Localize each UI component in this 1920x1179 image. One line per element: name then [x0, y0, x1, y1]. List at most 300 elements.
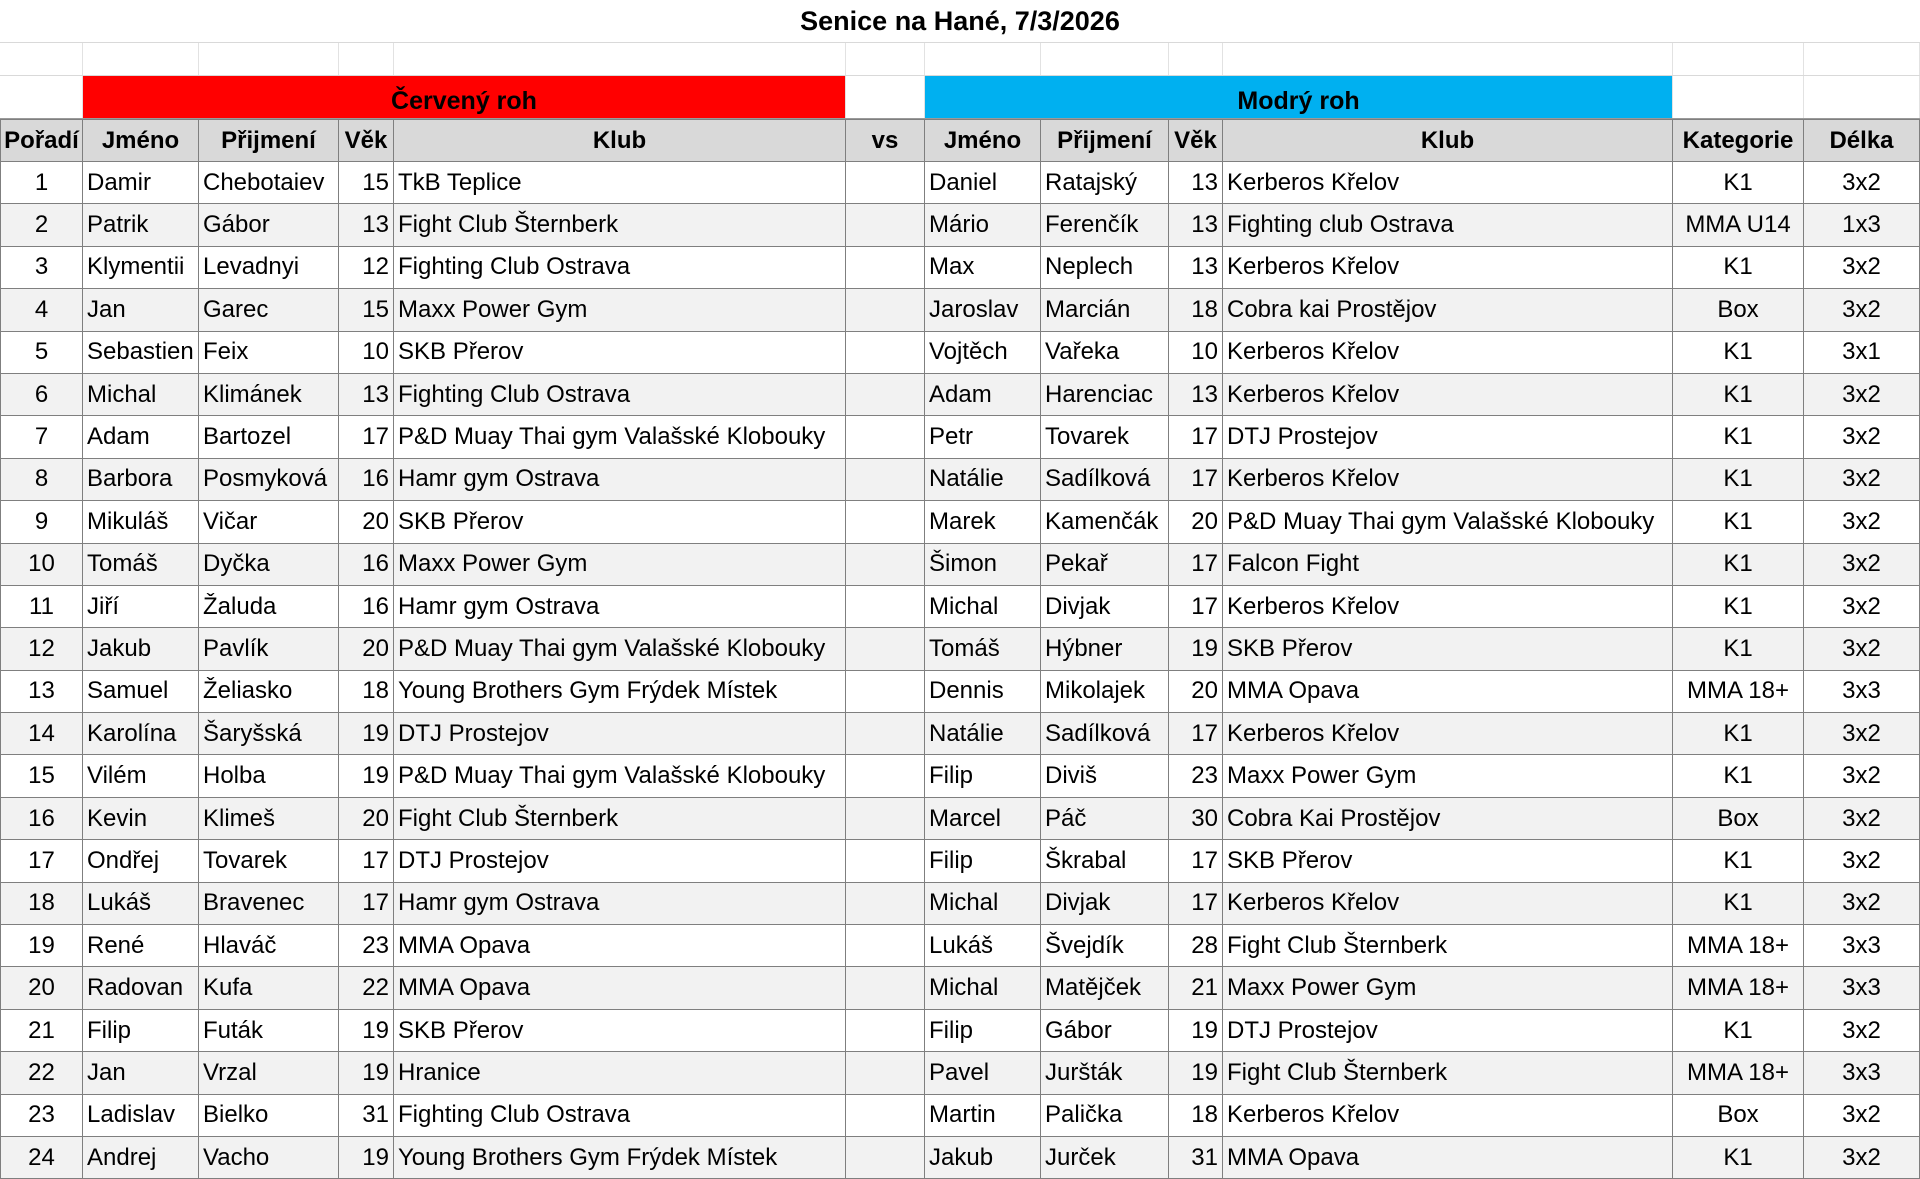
- cell-red-surname[interactable]: Bielko: [199, 1095, 339, 1136]
- cell-order[interactable]: 23: [0, 1095, 83, 1136]
- cell-blue-club[interactable]: Kerberos Křelov: [1223, 459, 1673, 500]
- cell-red-club[interactable]: Fighting Club Ostrava: [394, 374, 846, 415]
- cell-red-club[interactable]: DTJ Prostejov: [394, 713, 846, 754]
- cell-blue-club[interactable]: Kerberos Křelov: [1223, 332, 1673, 373]
- cell-category[interactable]: Box: [1673, 289, 1804, 330]
- cell-order[interactable]: 1: [0, 162, 83, 203]
- cell-red-surname[interactable]: Levadnyi: [199, 247, 339, 288]
- sheet-title[interactable]: Senice na Hané, 7/3/2026: [0, 0, 1920, 43]
- cell-red-name[interactable]: Andrej: [83, 1137, 199, 1178]
- cell-red-name[interactable]: Barbora: [83, 459, 199, 500]
- cell-order[interactable]: 6: [0, 374, 83, 415]
- cell-red-age[interactable]: 17: [339, 883, 394, 924]
- cell-blue-name[interactable]: Mário: [925, 204, 1041, 245]
- cell-category[interactable]: K1: [1673, 544, 1804, 585]
- header-red-club[interactable]: Klub: [394, 120, 846, 161]
- cell-order[interactable]: 19: [0, 925, 83, 966]
- cell-blue-surname[interactable]: Neplech: [1041, 247, 1169, 288]
- cell-category[interactable]: K1: [1673, 1010, 1804, 1051]
- cell-blue-surname[interactable]: Palička: [1041, 1095, 1169, 1136]
- cell-red-club[interactable]: Hamr gym Ostrava: [394, 586, 846, 627]
- cell-red-surname[interactable]: Holba: [199, 755, 339, 796]
- cell-red-surname[interactable]: Bartozel: [199, 416, 339, 457]
- cell-red-club[interactable]: Maxx Power Gym: [394, 544, 846, 585]
- cell-red-name[interactable]: René: [83, 925, 199, 966]
- cell-red-club[interactable]: P&D Muay Thai gym Valašské Klobouky: [394, 755, 846, 796]
- cell-red-surname[interactable]: Gábor: [199, 204, 339, 245]
- cell-red-age[interactable]: 19: [339, 1137, 394, 1178]
- cell-blue-club[interactable]: Kerberos Křelov: [1223, 374, 1673, 415]
- cell-length[interactable]: 3x3: [1804, 671, 1920, 712]
- cell-blue-surname[interactable]: Juršták: [1041, 1052, 1169, 1093]
- cell-category[interactable]: MMA 18+: [1673, 967, 1804, 1008]
- cell-red-club[interactable]: Hamr gym Ostrava: [394, 459, 846, 500]
- cell-red-surname[interactable]: Tovarek: [199, 840, 339, 881]
- cell-vs[interactable]: [846, 247, 925, 288]
- cell-red-age[interactable]: 15: [339, 289, 394, 330]
- cell-blue-name[interactable]: Filip: [925, 755, 1041, 796]
- cell-red-name[interactable]: Klymentii: [83, 247, 199, 288]
- header-order[interactable]: Pořadí: [0, 120, 83, 161]
- cell-vs[interactable]: [846, 967, 925, 1008]
- cell-red-club[interactable]: P&D Muay Thai gym Valašské Klobouky: [394, 416, 846, 457]
- cell-blue-name[interactable]: Lukáš: [925, 925, 1041, 966]
- cell-red-name[interactable]: Michal: [83, 374, 199, 415]
- cell-category[interactable]: Box: [1673, 1095, 1804, 1136]
- cell-length[interactable]: 3x2: [1804, 755, 1920, 796]
- cell-red-age[interactable]: 22: [339, 967, 394, 1008]
- cell-blue-surname[interactable]: Švejdík: [1041, 925, 1169, 966]
- cell-blue-age[interactable]: 17: [1169, 586, 1223, 627]
- cell-red-age[interactable]: 15: [339, 162, 394, 203]
- cell-blue-surname[interactable]: Divjak: [1041, 883, 1169, 924]
- cell-blue-club[interactable]: Cobra Kai Prostějov: [1223, 798, 1673, 839]
- cell-red-age[interactable]: 16: [339, 586, 394, 627]
- cell-order[interactable]: 12: [0, 628, 83, 669]
- cell-blue-age[interactable]: 17: [1169, 459, 1223, 500]
- cell-red-club[interactable]: Young Brothers Gym Frýdek Místek: [394, 671, 846, 712]
- cell-blue-age[interactable]: 17: [1169, 840, 1223, 881]
- header-red-name[interactable]: Jméno: [83, 120, 199, 161]
- cell-category[interactable]: K1: [1673, 374, 1804, 415]
- cell-blue-age[interactable]: 19: [1169, 1010, 1223, 1051]
- cell-blue-name[interactable]: Vojtěch: [925, 332, 1041, 373]
- cell-order[interactable]: 8: [0, 459, 83, 500]
- header-red-surname[interactable]: Přijmení: [199, 120, 339, 161]
- cell-blue-surname[interactable]: Tovarek: [1041, 416, 1169, 457]
- cell-length[interactable]: 3x2: [1804, 883, 1920, 924]
- cell-red-age[interactable]: 31: [339, 1095, 394, 1136]
- cell-red-age[interactable]: 16: [339, 544, 394, 585]
- cell-blue-club[interactable]: Kerberos Křelov: [1223, 883, 1673, 924]
- header-blue-age[interactable]: Věk: [1169, 120, 1223, 161]
- header-blue-name[interactable]: Jméno: [925, 120, 1041, 161]
- cell-blue-club[interactable]: Fight Club Šternberk: [1223, 925, 1673, 966]
- cell-category[interactable]: MMA 18+: [1673, 1052, 1804, 1093]
- cell-blue-age[interactable]: 13: [1169, 374, 1223, 415]
- cell-blue-name[interactable]: Šimon: [925, 544, 1041, 585]
- cell-red-club[interactable]: MMA Opava: [394, 925, 846, 966]
- cell-blue-age[interactable]: 28: [1169, 925, 1223, 966]
- cell-length[interactable]: 3x2: [1804, 798, 1920, 839]
- cell-blue-age[interactable]: 31: [1169, 1137, 1223, 1178]
- cell-vs[interactable]: [846, 1052, 925, 1093]
- cell-red-age[interactable]: 19: [339, 755, 394, 796]
- cell-red-surname[interactable]: Hlaváč: [199, 925, 339, 966]
- cell-category[interactable]: MMA 18+: [1673, 671, 1804, 712]
- cell-length[interactable]: 3x3: [1804, 967, 1920, 1008]
- cell-red-name[interactable]: Damir: [83, 162, 199, 203]
- cell-red-club[interactable]: P&D Muay Thai gym Valašské Klobouky: [394, 628, 846, 669]
- cell-blue-age[interactable]: 23: [1169, 755, 1223, 796]
- cell-blue-surname[interactable]: Vařeka: [1041, 332, 1169, 373]
- cell-blue-age[interactable]: 17: [1169, 416, 1223, 457]
- cell-red-age[interactable]: 13: [339, 374, 394, 415]
- cell-red-club[interactable]: SKB Přerov: [394, 332, 846, 373]
- cell-blue-surname[interactable]: Marcián: [1041, 289, 1169, 330]
- cell-red-age[interactable]: 19: [339, 713, 394, 754]
- cell-blue-name[interactable]: Marek: [925, 501, 1041, 542]
- cell-blue-age[interactable]: 13: [1169, 204, 1223, 245]
- cell-blue-name[interactable]: Filip: [925, 840, 1041, 881]
- cell-red-surname[interactable]: Chebotaiev: [199, 162, 339, 203]
- cell-red-name[interactable]: Vilém: [83, 755, 199, 796]
- cell-category[interactable]: K1: [1673, 713, 1804, 754]
- cell-vs[interactable]: [846, 586, 925, 627]
- cell-blue-name[interactable]: Natálie: [925, 459, 1041, 500]
- cell-length[interactable]: 3x3: [1804, 925, 1920, 966]
- cell-red-name[interactable]: Jan: [83, 1052, 199, 1093]
- cell-blue-age[interactable]: 10: [1169, 332, 1223, 373]
- cell-vs[interactable]: [846, 671, 925, 712]
- cell-length[interactable]: 3x2: [1804, 1137, 1920, 1178]
- cell-blue-name[interactable]: Natálie: [925, 713, 1041, 754]
- cell-category[interactable]: Box: [1673, 798, 1804, 839]
- cell-vs[interactable]: [846, 1137, 925, 1178]
- cell-blue-club[interactable]: SKB Přerov: [1223, 628, 1673, 669]
- cell-red-name[interactable]: Karolína: [83, 713, 199, 754]
- cell-order[interactable]: 5: [0, 332, 83, 373]
- header-blue-club[interactable]: Klub: [1223, 120, 1673, 161]
- cell-blue-name[interactable]: Petr: [925, 416, 1041, 457]
- cell-vs[interactable]: [846, 755, 925, 796]
- cell-length[interactable]: 3x3: [1804, 1052, 1920, 1093]
- cell-red-age[interactable]: 10: [339, 332, 394, 373]
- cell-blue-surname[interactable]: Hýbner: [1041, 628, 1169, 669]
- cell-blue-surname[interactable]: Páč: [1041, 798, 1169, 839]
- cell-red-club[interactable]: Fighting Club Ostrava: [394, 1095, 846, 1136]
- cell-red-club[interactable]: Maxx Power Gym: [394, 289, 846, 330]
- cell-red-name[interactable]: Tomáš: [83, 544, 199, 585]
- cell-red-name[interactable]: Ladislav: [83, 1095, 199, 1136]
- cell-vs[interactable]: [846, 798, 925, 839]
- cell-blue-name[interactable]: Adam: [925, 374, 1041, 415]
- cell-order[interactable]: 2: [0, 204, 83, 245]
- cell-order[interactable]: 18: [0, 883, 83, 924]
- cell-red-name[interactable]: Jiří: [83, 586, 199, 627]
- cell-red-name[interactable]: Jan: [83, 289, 199, 330]
- cell-red-club[interactable]: SKB Přerov: [394, 1010, 846, 1051]
- cell-blue-surname[interactable]: Sadílková: [1041, 459, 1169, 500]
- cell-red-surname[interactable]: Feix: [199, 332, 339, 373]
- cell-length[interactable]: 3x2: [1804, 416, 1920, 457]
- cell-red-name[interactable]: Samuel: [83, 671, 199, 712]
- cell-blue-age[interactable]: 18: [1169, 1095, 1223, 1136]
- cell-blue-age[interactable]: 21: [1169, 967, 1223, 1008]
- cell-blue-age[interactable]: 17: [1169, 544, 1223, 585]
- cell-blue-club[interactable]: Kerberos Křelov: [1223, 162, 1673, 203]
- cell-vs[interactable]: [846, 1095, 925, 1136]
- cell-red-club[interactable]: Fight Club Šternberk: [394, 798, 846, 839]
- cell-blue-club[interactable]: Kerberos Křelov: [1223, 247, 1673, 288]
- cell-red-name[interactable]: Radovan: [83, 967, 199, 1008]
- cell-blue-club[interactable]: MMA Opava: [1223, 671, 1673, 712]
- cell-red-age[interactable]: 20: [339, 798, 394, 839]
- cell-red-surname[interactable]: Vacho: [199, 1137, 339, 1178]
- cell-blue-age[interactable]: 20: [1169, 671, 1223, 712]
- cell-length[interactable]: 3x2: [1804, 247, 1920, 288]
- cell-length[interactable]: 3x2: [1804, 459, 1920, 500]
- cell-vs[interactable]: [846, 162, 925, 203]
- cell-blue-club[interactable]: Maxx Power Gym: [1223, 967, 1673, 1008]
- cell-blue-club[interactable]: Fight Club Šternberk: [1223, 1052, 1673, 1093]
- cell-order[interactable]: 4: [0, 289, 83, 330]
- cell-red-club[interactable]: Fight Club Šternberk: [394, 204, 846, 245]
- cell-blue-surname[interactable]: Gábor: [1041, 1010, 1169, 1051]
- cell-blue-club[interactable]: Kerberos Křelov: [1223, 586, 1673, 627]
- cell-blue-surname[interactable]: Škrabal: [1041, 840, 1169, 881]
- cell-order[interactable]: 14: [0, 713, 83, 754]
- cell-vs[interactable]: [846, 459, 925, 500]
- cell-vs[interactable]: [846, 1010, 925, 1051]
- cell-red-surname[interactable]: Žaluda: [199, 586, 339, 627]
- cell-blue-club[interactable]: MMA Opava: [1223, 1137, 1673, 1178]
- cell-vs[interactable]: [846, 840, 925, 881]
- cell-red-club[interactable]: MMA Opava: [394, 967, 846, 1008]
- cell-length[interactable]: 3x2: [1804, 1010, 1920, 1051]
- red-corner-header[interactable]: Červený roh: [83, 76, 846, 118]
- cell-red-name[interactable]: Filip: [83, 1010, 199, 1051]
- cell-length[interactable]: 3x1: [1804, 332, 1920, 373]
- cell-red-name[interactable]: Adam: [83, 416, 199, 457]
- cell-blue-surname[interactable]: Diviš: [1041, 755, 1169, 796]
- cell-red-club[interactable]: DTJ Prostejov: [394, 840, 846, 881]
- cell-length[interactable]: 3x2: [1804, 628, 1920, 669]
- cell-blue-name[interactable]: Michal: [925, 586, 1041, 627]
- cell-blue-surname[interactable]: Mikolajek: [1041, 671, 1169, 712]
- cell-red-age[interactable]: 17: [339, 840, 394, 881]
- cell-category[interactable]: K1: [1673, 628, 1804, 669]
- cell-category[interactable]: K1: [1673, 247, 1804, 288]
- cell-length[interactable]: 3x2: [1804, 840, 1920, 881]
- header-length[interactable]: Délka: [1804, 120, 1920, 161]
- cell-vs[interactable]: [846, 925, 925, 966]
- cell-order[interactable]: 10: [0, 544, 83, 585]
- cell-blue-name[interactable]: Jaroslav: [925, 289, 1041, 330]
- cell-blue-surname[interactable]: Kamenčák: [1041, 501, 1169, 542]
- cell-blue-club[interactable]: Kerberos Křelov: [1223, 713, 1673, 754]
- cell-red-surname[interactable]: Futák: [199, 1010, 339, 1051]
- cell-category[interactable]: K1: [1673, 586, 1804, 627]
- cell-red-name[interactable]: Patrik: [83, 204, 199, 245]
- cell-blue-surname[interactable]: Sadílková: [1041, 713, 1169, 754]
- cell-length[interactable]: 3x2: [1804, 374, 1920, 415]
- cell-red-surname[interactable]: Klimánek: [199, 374, 339, 415]
- cell-blue-club[interactable]: P&D Muay Thai gym Valašské Klobouky: [1223, 501, 1673, 542]
- cell-blue-name[interactable]: Martin: [925, 1095, 1041, 1136]
- cell-blue-club[interactable]: Maxx Power Gym: [1223, 755, 1673, 796]
- cell-red-name[interactable]: Jakub: [83, 628, 199, 669]
- cell-length[interactable]: 3x2: [1804, 501, 1920, 542]
- cell-vs[interactable]: [846, 883, 925, 924]
- cell-red-name[interactable]: Kevin: [83, 798, 199, 839]
- cell-red-name[interactable]: Lukáš: [83, 883, 199, 924]
- cell-blue-surname[interactable]: Ratajský: [1041, 162, 1169, 203]
- cell-category[interactable]: K1: [1673, 332, 1804, 373]
- cell-vs[interactable]: [846, 628, 925, 669]
- cell-order[interactable]: 15: [0, 755, 83, 796]
- cell-vs[interactable]: [846, 501, 925, 542]
- cell-blue-age[interactable]: 17: [1169, 713, 1223, 754]
- cell-blue-club[interactable]: Fighting club Ostrava: [1223, 204, 1673, 245]
- cell-blue-surname[interactable]: Pekař: [1041, 544, 1169, 585]
- cell-order[interactable]: 21: [0, 1010, 83, 1051]
- cell-order[interactable]: 9: [0, 501, 83, 542]
- cell-red-club[interactable]: SKB Přerov: [394, 501, 846, 542]
- cell-blue-club[interactable]: Falcon Fight: [1223, 544, 1673, 585]
- cell-red-club[interactable]: Hranice: [394, 1052, 846, 1093]
- cell-length[interactable]: 3x2: [1804, 544, 1920, 585]
- cell-red-surname[interactable]: Šaryšská: [199, 713, 339, 754]
- cell-blue-surname[interactable]: Divjak: [1041, 586, 1169, 627]
- cell-length[interactable]: 1x3: [1804, 204, 1920, 245]
- cell-order[interactable]: 3: [0, 247, 83, 288]
- cell-blue-surname[interactable]: Jurček: [1041, 1137, 1169, 1178]
- cell-blue-club[interactable]: Kerberos Křelov: [1223, 1095, 1673, 1136]
- cell-blue-name[interactable]: Filip: [925, 1010, 1041, 1051]
- cell-category[interactable]: MMA U14: [1673, 204, 1804, 245]
- cell-length[interactable]: 3x2: [1804, 289, 1920, 330]
- cell-red-surname[interactable]: Pavlík: [199, 628, 339, 669]
- cell-red-age[interactable]: 13: [339, 204, 394, 245]
- cell-blue-age[interactable]: 19: [1169, 1052, 1223, 1093]
- cell-blue-age[interactable]: 30: [1169, 798, 1223, 839]
- cell-red-age[interactable]: 12: [339, 247, 394, 288]
- cell-blue-age[interactable]: 18: [1169, 289, 1223, 330]
- cell-red-age[interactable]: 16: [339, 459, 394, 500]
- cell-red-surname[interactable]: Klimeš: [199, 798, 339, 839]
- cell-red-age[interactable]: 20: [339, 628, 394, 669]
- cell-red-surname[interactable]: Kufa: [199, 967, 339, 1008]
- cell-vs[interactable]: [846, 416, 925, 457]
- cell-length[interactable]: 3x2: [1804, 162, 1920, 203]
- cell-blue-age[interactable]: 17: [1169, 883, 1223, 924]
- cell-order[interactable]: 11: [0, 586, 83, 627]
- cell-red-surname[interactable]: Posmyková: [199, 459, 339, 500]
- cell-red-age[interactable]: 18: [339, 671, 394, 712]
- cell-blue-name[interactable]: Michal: [925, 967, 1041, 1008]
- cell-red-surname[interactable]: Želiasko: [199, 671, 339, 712]
- cell-blue-surname[interactable]: Ferenčík: [1041, 204, 1169, 245]
- cell-category[interactable]: K1: [1673, 840, 1804, 881]
- cell-category[interactable]: K1: [1673, 1137, 1804, 1178]
- cell-order[interactable]: 13: [0, 671, 83, 712]
- cell-order[interactable]: 20: [0, 967, 83, 1008]
- cell-length[interactable]: 3x2: [1804, 713, 1920, 754]
- cell-blue-club[interactable]: DTJ Prostejov: [1223, 1010, 1673, 1051]
- cell-red-club[interactable]: Hamr gym Ostrava: [394, 883, 846, 924]
- cell-vs[interactable]: [846, 289, 925, 330]
- cell-category[interactable]: K1: [1673, 755, 1804, 796]
- cell-blue-surname[interactable]: Matějček: [1041, 967, 1169, 1008]
- cell-blue-surname[interactable]: Harenciac: [1041, 374, 1169, 415]
- header-blue-surname[interactable]: Přijmení: [1041, 120, 1169, 161]
- cell-red-age[interactable]: 19: [339, 1052, 394, 1093]
- cell-vs[interactable]: [846, 713, 925, 754]
- cell-length[interactable]: 3x2: [1804, 1095, 1920, 1136]
- cell-red-name[interactable]: Ondřej: [83, 840, 199, 881]
- cell-vs[interactable]: [846, 374, 925, 415]
- cell-red-surname[interactable]: Vičar: [199, 501, 339, 542]
- cell-red-club[interactable]: Young Brothers Gym Frýdek Místek: [394, 1137, 846, 1178]
- cell-category[interactable]: K1: [1673, 883, 1804, 924]
- cell-blue-name[interactable]: Tomáš: [925, 628, 1041, 669]
- cell-order[interactable]: 24: [0, 1137, 83, 1178]
- cell-blue-name[interactable]: Daniel: [925, 162, 1041, 203]
- cell-red-club[interactable]: Fighting Club Ostrava: [394, 247, 846, 288]
- cell-category[interactable]: MMA 18+: [1673, 925, 1804, 966]
- cell-vs[interactable]: [846, 544, 925, 585]
- cell-red-club[interactable]: TkB Teplice: [394, 162, 846, 203]
- cell-blue-name[interactable]: Max: [925, 247, 1041, 288]
- cell-red-name[interactable]: Mikuláš: [83, 501, 199, 542]
- cell-blue-name[interactable]: Jakub: [925, 1137, 1041, 1178]
- cell-length[interactable]: 3x2: [1804, 586, 1920, 627]
- cell-red-age[interactable]: 17: [339, 416, 394, 457]
- cell-blue-club[interactable]: SKB Přerov: [1223, 840, 1673, 881]
- cell-red-age[interactable]: 23: [339, 925, 394, 966]
- cell-blue-age[interactable]: 13: [1169, 247, 1223, 288]
- cell-red-age[interactable]: 20: [339, 501, 394, 542]
- cell-red-surname[interactable]: Vrzal: [199, 1052, 339, 1093]
- header-vs[interactable]: vs: [846, 120, 925, 161]
- cell-blue-name[interactable]: Michal: [925, 883, 1041, 924]
- cell-category[interactable]: K1: [1673, 501, 1804, 542]
- cell-blue-age[interactable]: 20: [1169, 501, 1223, 542]
- cell-category[interactable]: K1: [1673, 416, 1804, 457]
- cell-red-age[interactable]: 19: [339, 1010, 394, 1051]
- cell-blue-club[interactable]: DTJ Prostejov: [1223, 416, 1673, 457]
- cell-vs[interactable]: [846, 204, 925, 245]
- cell-blue-name[interactable]: Dennis: [925, 671, 1041, 712]
- cell-red-surname[interactable]: Bravenec: [199, 883, 339, 924]
- cell-blue-age[interactable]: 13: [1169, 162, 1223, 203]
- cell-red-name[interactable]: Sebastien: [83, 332, 199, 373]
- cell-red-surname[interactable]: Dyčka: [199, 544, 339, 585]
- cell-blue-name[interactable]: Marcel: [925, 798, 1041, 839]
- cell-category[interactable]: K1: [1673, 162, 1804, 203]
- cell-blue-name[interactable]: Pavel: [925, 1052, 1041, 1093]
- cell-order[interactable]: 17: [0, 840, 83, 881]
- cell-order[interactable]: 7: [0, 416, 83, 457]
- cell-category[interactable]: K1: [1673, 459, 1804, 500]
- cell-order[interactable]: 22: [0, 1052, 83, 1093]
- cell-red-surname[interactable]: Garec: [199, 289, 339, 330]
- cell-order[interactable]: 16: [0, 798, 83, 839]
- cell-vs[interactable]: [846, 332, 925, 373]
- blue-corner-header[interactable]: Modrý roh: [925, 76, 1673, 118]
- header-red-age[interactable]: Věk: [339, 120, 394, 161]
